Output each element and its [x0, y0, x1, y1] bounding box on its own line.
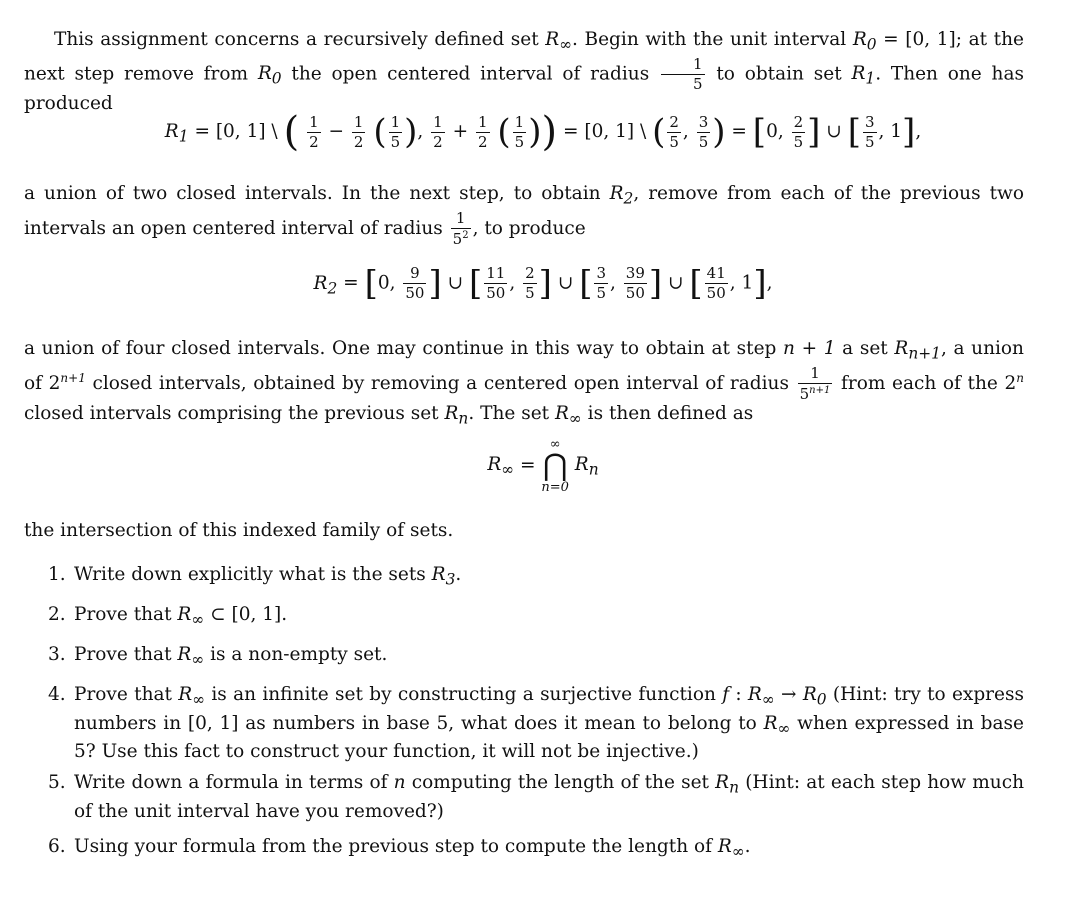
- p3-text-1: a union of four closed intervals. One may continue in this way to obtain at step: [24, 338, 777, 359]
- eq1-three-fifths: $\frac{3}{5}$: [698, 112, 709, 151]
- eq2-lhs: $R_2$: [313, 272, 338, 298]
- r-n-q5: $R_n$: [715, 772, 740, 797]
- r2-ref: $R_2$: [609, 183, 634, 208]
- eq2-i1-zero: 0,: [377, 272, 396, 294]
- q5-text-b: computing the length of the set: [411, 772, 709, 793]
- eq1-half-a: $\frac{1}{2}$: [309, 112, 319, 151]
- eq2-i2-start: $\frac{11}{50}$: [486, 264, 506, 302]
- eq1-half-b: $\frac{1}{2}$: [353, 112, 364, 151]
- eq2-equals: =: [343, 272, 359, 294]
- question-text: Write down a formula in terms of: [74, 772, 388, 793]
- p3-text-8: is then defined as: [587, 402, 754, 424]
- intro-text-6: . Then one has produced: [24, 63, 1024, 114]
- intersection-symbol: ∞ ⋂ n=0: [541, 437, 569, 495]
- r-inf-q2: $R_\infty$: [177, 604, 205, 629]
- p3-n-plus-1: n + 1: [783, 338, 836, 359]
- fraction-radius-n: $\frac{1}{5^{n+1}}$: [799, 363, 831, 403]
- intro-text-2: . Begin with the unit interval: [572, 29, 847, 50]
- eq1-mid: = [0, 1] \: [562, 121, 647, 142]
- unit-interval: [0, 1]: [905, 29, 956, 50]
- question-number: 5.: [48, 772, 66, 793]
- r0-ref: $R_0$: [257, 63, 282, 88]
- equation-r2: $R_2 = [0$, $\frac{9}{50}$ ] ∪ [ $\frac{11}{50}$ , $\frac{2}{5}$ ] ∪ [ $\frac{3}{5}$ , $\frac{39}{50}$ ] ∪ [ $\frac{41}{50}$ , 1],: [313, 263, 773, 304]
- r-inf-ref: $R_\infty$: [554, 402, 582, 428]
- question-number: 6.: [48, 836, 66, 857]
- intro-text-5: to obtain set: [716, 63, 842, 85]
- eq1-fifth-a: $\frac{1}{5}$: [390, 112, 401, 151]
- q5-text-c: (Hint: at each step how much of the unit interval have you removed?): [74, 772, 1025, 822]
- fraction-one-over-25: $\frac{1}{5^2}$: [452, 208, 469, 248]
- r-n-plus-1: $R_{n+1}$: [894, 338, 941, 363]
- eq2-i2-end: $\frac{2}{5}$: [525, 264, 535, 302]
- eq1-set-minus: = [0, 1] \: [194, 121, 278, 142]
- p3-text-7: . The set: [468, 402, 550, 424]
- r-inf-q4b: $R_\infty$: [763, 712, 791, 738]
- question-3: [48, 643, 1024, 672]
- question-number: 4.: [48, 684, 66, 705]
- r-inf-q3: $R_\infty$: [177, 644, 205, 669]
- r-inf-q6: $R_\infty$: [717, 836, 745, 861]
- var-n: n: [393, 772, 406, 793]
- intro-text-1: This assignment concerns a recursively defined set: [54, 29, 539, 50]
- q4-text-d: (Hint: try to express numbers in [0, 1] as numbers in base 5, what does it mean to belong to: [74, 684, 1024, 734]
- question-text: Prove that: [74, 644, 172, 665]
- eq1-two-fifths: $\frac{2}{5}$: [669, 112, 679, 151]
- question-2: [48, 603, 1024, 632]
- q4-text-a: is an infinite set by constructing a surjective function: [211, 684, 716, 705]
- r-n: $R_n$: [444, 402, 469, 428]
- p2-text-1: a union of two closed intervals. In the next step, to obtain: [24, 183, 601, 204]
- eq2-i4-start: $\frac{41}{50}$: [706, 264, 726, 302]
- question-number: 1.: [48, 564, 66, 585]
- p3-text-5: from each of the: [841, 372, 998, 394]
- question-1: 1. Write down explicitly what is the sets $R_3$.: [48, 564, 462, 589]
- eq1-two-fifths-b: $\frac{2}{5}$: [793, 112, 804, 151]
- paragraph-two: [24, 182, 1024, 247]
- question-text: Write down explicitly what is the sets: [74, 564, 426, 585]
- r1: $R_1$: [851, 63, 876, 88]
- eq1-half-d: $\frac{1}{2}$: [477, 112, 488, 151]
- p2-text-3: , to produce: [472, 217, 586, 239]
- eq1-fifth-b: $\frac{1}{5}$: [514, 112, 525, 151]
- question-text: Using your formula from the previous step to compute the length of: [74, 836, 712, 857]
- eq1-zero: 0,: [766, 121, 784, 142]
- question-text: Prove that: [74, 684, 172, 705]
- question-number: 2.: [48, 604, 66, 625]
- q2-rest: ⊂ [0, 1].: [210, 604, 288, 625]
- paragraph-three: a union of four closed intervals. One may continue in this way to obtain at step n + 1 a set $R_{n+1}$, a union of $2^{n+1}$ closed intervals, obtained by removing a centered open interval of radius $\frac{1}{5^{n+1}}$ from each of the 2$^n$ closed intervals comprising the previous set $R_n$. The set $R_\infty$ is then defined as: [24, 338, 1024, 428]
- q4-text-e: when expressed in base 5? Use this fact to construct your function, it will not be injective.): [74, 712, 1024, 763]
- question-4: 4. Prove that $R_\infty$ is an infinite set by constructing a surjective function f : $R_\infty \to R_0$ (Hint: try to express numbers in [0, 1] as numbers in base 5, what does it mean to belong to $R_\infty$ when expressed in base 5? Use this fact to construct your function, it will not be injective.): [48, 684, 1024, 763]
- eq2-i3-end: $\frac{39}{50}$: [625, 264, 645, 302]
- intro-text-3: ; at the next step remove from: [24, 29, 1024, 85]
- equation-r1: $R_1 = [0$, 1] \ ( $\frac{1}{2}$ − $\frac{1}{2}$ ( $\frac{1}{5}$ ), $\frac{1}{2}$ + $\frac{1}{2}$ ( $\frac{1}{5}$ )) = [0, 1] \ ( $\frac{2}{5}$ , $\frac{3}{5}$ ) = [0, $\frac{2}{5}$ ] ∪ [ $\frac{3}{5}$ , 1],: [164, 109, 922, 155]
- r3: $R_3$: [431, 564, 456, 589]
- question-5: [48, 771, 1024, 824]
- p3-text-3: , a union of: [24, 338, 1024, 394]
- r-infinity: $R_\infty$: [545, 29, 573, 54]
- eq1-one: 1: [890, 121, 903, 142]
- eq1-three-fifths-b: $\frac{3}{5}$: [864, 112, 875, 151]
- r0: $R_0$: [852, 29, 877, 54]
- r-inf-q4: $R_\infty$: [178, 684, 206, 709]
- eq1-half-c: $\frac{1}{2}$: [433, 112, 443, 151]
- eq2-i1-end: $\frac{9}{50}$: [405, 264, 425, 302]
- function-f: f: [722, 684, 730, 705]
- question-text: Prove that: [74, 604, 172, 625]
- eq3-lhs: $R_\infty$: [487, 453, 515, 479]
- eq2-i4-end: 1: [741, 272, 754, 294]
- eq3-term: $R_n$: [574, 453, 599, 479]
- eq1-equals: =: [731, 121, 747, 142]
- intro-paragraph: This assignment concerns a recursively defined set $R_\infty$. Begin with the unit interval $R_0 = [0$, 1]; at the next step remove from $R_0$ the open centered interval of radius $\frac{1}{5}$ to obtain set $R_1$. Then one has produced: [24, 29, 1024, 114]
- eq1-lhs: $R_1$: [164, 121, 189, 146]
- p2-text-2: , remove from each of the previous two intervals an open centered interval of radius: [24, 183, 1025, 239]
- p3-text-2: a set: [842, 338, 888, 359]
- question-6: 6. Using your formula from the previous step to compute the length of $R_\infty$.: [48, 836, 751, 861]
- paragraph-four: the intersection of this indexed family of sets.: [24, 520, 454, 541]
- fraction-one-fifth: $\frac{1}{5}$: [661, 57, 705, 92]
- question-number: 3.: [48, 644, 66, 665]
- p3-text-4: closed intervals, obtained by removing a centered open interval of radius: [92, 372, 789, 394]
- q3-rest: is a non-empty set.: [210, 644, 388, 665]
- equation-r-infinity: $R_\infty$ = ∞ ⋂ n=0 $R_n$: [487, 437, 599, 495]
- eq2-i3-start: $\frac{3}{5}$: [596, 264, 607, 302]
- p3-text-6: closed intervals comprising the previous set: [24, 402, 439, 424]
- intro-text-4: the open centered interval of radius: [291, 63, 650, 85]
